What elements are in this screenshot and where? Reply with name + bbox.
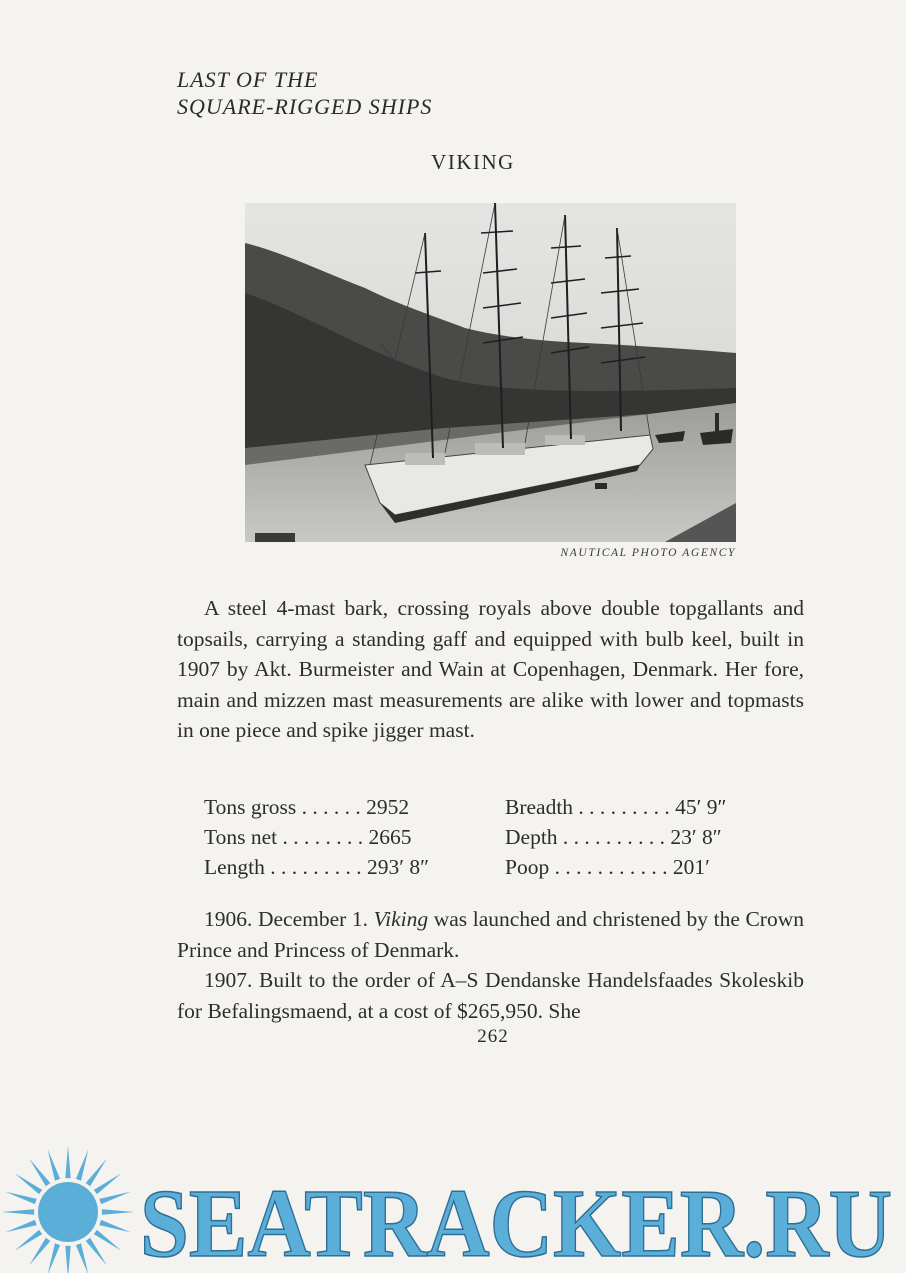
sun-ray <box>86 1238 107 1266</box>
running-head-line-2: SQUARE-RIGGED SHIPS <box>177 94 433 119</box>
sun-ray <box>48 1149 61 1180</box>
sun-ray <box>48 1243 61 1273</box>
sun-ray <box>99 1192 130 1205</box>
running-head <box>177 66 432 120</box>
spec-length: Length . . . . . . . . . 293′ 8″ <box>204 855 430 879</box>
spec-row <box>204 822 805 852</box>
sun-icon <box>2 1146 134 1273</box>
page-number: 262 <box>477 1026 509 1047</box>
ship-photograph <box>245 203 736 542</box>
spec-depth: Depth . . . . . . . . . . 23′ 8″ <box>505 825 722 849</box>
spec-breadth: Breadth . . . . . . . . . 45′ 9″ <box>505 795 727 819</box>
sun-ray <box>86 1159 107 1187</box>
specifications-table <box>204 792 805 882</box>
spec-tons-net: Tons net . . . . . . . . 2665 <box>204 825 412 849</box>
sun-ray <box>65 1146 70 1178</box>
sun-ray <box>94 1173 122 1194</box>
photo-credit: NAUTICAL PHOTO AGENCY <box>560 547 736 559</box>
ship-name-italic: Viking <box>373 907 429 931</box>
watermark-text: SEATRACKER.RU <box>140 1170 892 1273</box>
sun-ray <box>94 1230 122 1251</box>
spec-tons-gross: Tons gross . . . . . . 2952 <box>204 795 410 819</box>
paragraph-launch <box>177 904 804 965</box>
sun-ray <box>76 1243 89 1273</box>
paragraph-description: A steel 4-mast bark, crossing royals above double topgallants and topsails, carrying a standing gaff and equipped with bulb keel, built in 1907 by Akt. Burmeister and Wain at Copenhagen, Denmark. Her fore, main and mizzen mast measurements are alike with lower and topmasts in one piece and spike jigger mast. <box>177 596 804 742</box>
sun-ray <box>5 1192 36 1205</box>
spec-row <box>204 852 805 882</box>
launch-date: 1906. December 1. <box>204 907 369 931</box>
sun-ray <box>29 1238 50 1266</box>
sun-ray <box>76 1149 89 1180</box>
spec-row <box>204 792 805 822</box>
spec-poop: Poop . . . . . . . . . . . 201′ <box>505 855 710 879</box>
sun-ray <box>15 1173 43 1194</box>
running-head-line-1: LAST OF THE <box>177 67 319 92</box>
watermark-logo <box>0 1138 906 1273</box>
sun-ray <box>65 1246 70 1273</box>
sun-ray <box>29 1159 50 1187</box>
sun-ray <box>99 1220 130 1233</box>
sun-ray <box>5 1220 36 1233</box>
paragraph-construction: 1907. Built to the order of A–S Dendanske Handelsfaades Skoleskib for Befalingsmaend, at a cost of $265,950. She <box>177 968 804 1023</box>
sun-ray <box>2 1209 34 1214</box>
launch-text: was launched and christened by the Crown Prince and Princess of Denmark. <box>177 907 804 962</box>
sun-ray <box>102 1209 134 1214</box>
ship-name-heading: VIKING <box>431 150 515 174</box>
sun-ray <box>15 1230 43 1251</box>
